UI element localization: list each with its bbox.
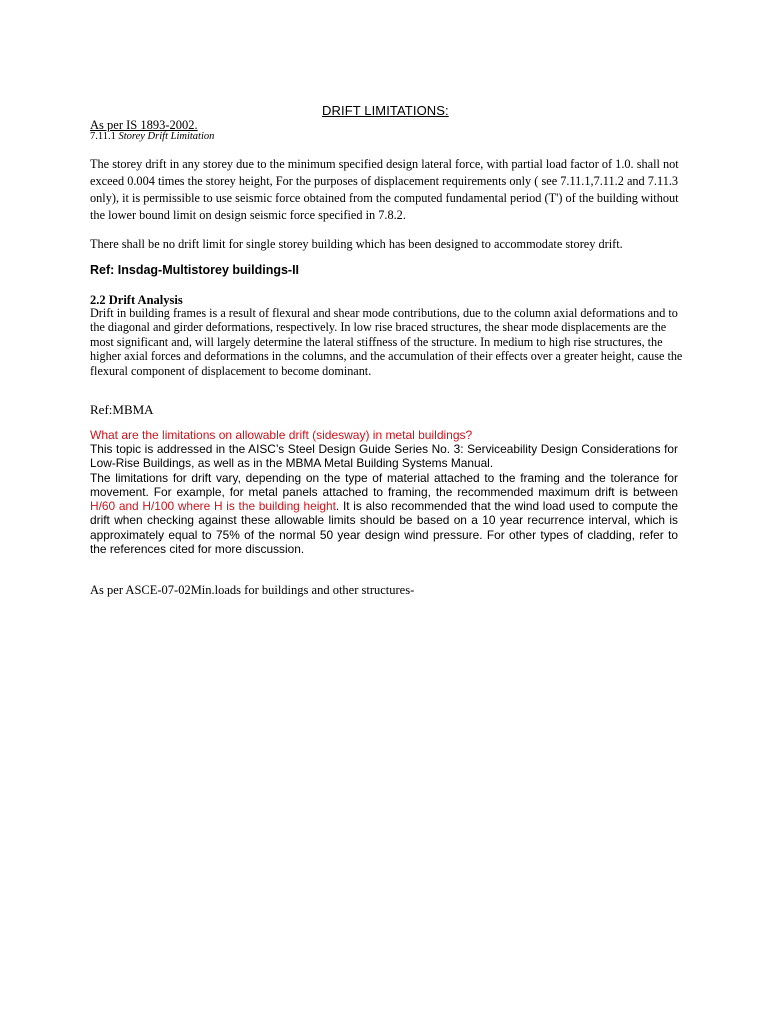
- mbma-question: What are the limitations on allowable drift (sidesway) in metal buildings?: [90, 428, 473, 442]
- clause-number: 7.11.1: [90, 131, 116, 142]
- mbma-text-1: This topic is addressed in the AISC’s Steel Design Guide Series No. 3: Serviceability Design Considerations for Low-Rise Buildings, as well as in the MBMA Metal Building Systems Manual.: [90, 442, 678, 471]
- code-reference-is1893: As per IS 1893-2002.: [90, 118, 198, 132]
- single-storey-paragraph: There shall be no drift limit for single storey building which has been designed to accommodate storey drift.: [90, 237, 623, 251]
- reference-mbma: Ref:MBMA: [90, 402, 154, 417]
- reference-asce: As per ASCE-07-02Min.loads for buildings and other structures-: [90, 583, 415, 597]
- mbma-answer-paragraph: [90, 442, 678, 556]
- drift-analysis-paragraph: Drift in building frames is a result of flexural and shear mode contributions, due to the column axial deformations and to the diagonal and girder deformations, respectively. In low rise braced structures, the shear mode displacements are the most significant and, will largely determine the lateral stiffness of the structure. In medium to high rise structures, the higher axial forces and deformations in the columns, and the accumulation of their effects over a greater height, cause the flexural component of displacement to become dominant.: [90, 306, 683, 378]
- reference-insdag: Ref: Insdag-Multistorey buildings-II: [90, 263, 300, 277]
- section-title-drift-analysis: 2.2 Drift Analysis: [90, 293, 183, 307]
- mbma-text-2: The limitations for drift vary, depending on the type of material attached to the framing and the tolerance for movement. For example, for metal panels attached to framing, the recommended maximum drift is between: [90, 470, 678, 499]
- clause-heading: [90, 131, 214, 142]
- mbma-text-3: . It is also recommended that the wind load used to compute the drift when checking against these allowable limits should be based on a 10 year recurrence interval, which is approximately equal to 75% of the normal 50 year design wind pressure. For other types of cladding, refer to the references cited for more discussion.: [90, 499, 678, 557]
- storey-drift-paragraph: The storey drift in any storey due to the minimum specified design lateral force, with partial load factor of 1.0. shall not exceed 0.004 times the storey height, For the purposes of displacement requirements only ( see 7.11.1,7.11.2 and 7.11.3 only), it is permissible to use seismic force obtained from the computed fundamental period (T') of the building without the lower bound limit on design seismic force specified in 7.8.2.: [90, 157, 679, 222]
- page-title: DRIFT LIMITATIONS:: [322, 103, 449, 118]
- drift-limit-highlight: H/60 and H/100 where H is the building height: [90, 499, 336, 514]
- clause-title: Storey Drift Limitation: [118, 131, 215, 142]
